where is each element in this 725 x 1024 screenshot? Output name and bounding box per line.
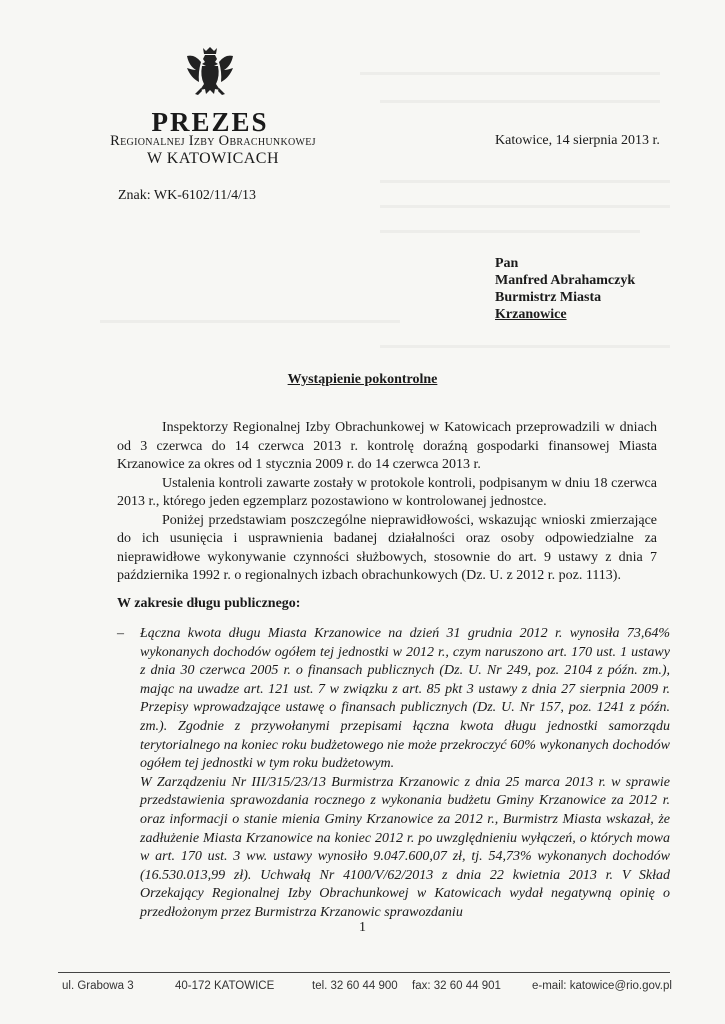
- body-paragraph-1: Inspektorzy Regionalnej Izby Obrachunkowej w Katowicach przeprowadzili w dniach od 3 czerwca do 14 czerwca 2013 r. kontrolę doraźną gospodarki finansowej Miasta Krzanowice za okres od 1 stycznia 2009 r. do 14 czerwca 2013 r.: [117, 420, 657, 472]
- finding-item: [117, 625, 670, 774]
- recipient-position: Burmistrz Miasta: [495, 290, 602, 305]
- letter-title: Wystąpienie pokontrolne: [287, 372, 438, 387]
- recipient-address: [495, 255, 635, 323]
- footer-postal: 40-172 KATOWICE: [175, 980, 275, 992]
- issuer-title: PREZES: [151, 107, 269, 137]
- letter-body: [117, 419, 657, 586]
- letter-date: Katowice, 14 sierpnia 2013 r.: [495, 133, 660, 148]
- findings-list: [117, 625, 670, 923]
- polish-eagle-emblem-icon: [185, 44, 235, 102]
- finding-text: Łączna kwota długu Miasta Krzanowice na dzień 31 grudnia 2012 r. wynosiła 73,64% wykonanych dochodów ogółem tej jednostki w 2012 r., czym naruszono art. 170 ust. 1 ustawy z dnia 30 czerwca 2005 r. o finansach publicznych (Dz. U. Nr 249, poz. 2104 z późn. zm.), mając na uwadze art. 121 ust. 7 w związku z art. 85 pkt 3 ustawy z dnia 27 sierpnia 2009 r. Przepisy wprowadzające ustawę o finansach publicznych (Dz. U. Nr 157, poz. 1241 z późn. zm.). Zgodnie z przywołanymi przepisami łączna kwota długu jednostki samorządu terytorialnego na koniec roku budżetowego nie może przekroczyć 60% wykonanych dochodów ogółem tej jednostki w tym roku budżetowym.: [140, 626, 670, 772]
- reference-number: Znak: WK-6102/11/4/13: [118, 188, 257, 203]
- body-paragraph-3: Poniżej przedstawiam poszczególne nieprawidłowości, wskazując wnioski zmierzające do ich usunięcia i usprawnienia badanej działalności oraz osoby odpowiedzialne za nieprawidłowe wykonywanie czynności służbowych, stosownie do art. 9 ustawy z dnia 7 października 1992 r. o regionalnych izbach obrachunkowych (Dz. U. z 2012 r. poz. 1113).: [117, 512, 657, 583]
- recipient-city: Krzanowice: [495, 307, 567, 322]
- list-bullet: –: [117, 626, 124, 641]
- body-paragraph-2: Ustalenia kontroli zawarte zostały w protokole kontroli, podpisanym w dniu 18 czerwca 2013 r., którego jeden egzemplarz pozostawiono w kontrolowanej jednostce.: [117, 475, 657, 509]
- recipient-name: Manfred Abrahamczyk: [495, 273, 636, 288]
- organization-city: W KATOWICACH: [146, 150, 280, 167]
- section-heading: W zakresie długu publicznego:: [117, 596, 301, 611]
- footer-fax: fax: 32 60 44 901: [412, 980, 501, 992]
- footer-email[interactable]: e-mail: katowice@rio.gov.pl: [532, 980, 672, 992]
- organization-name: Regionalnej Izby Obrachunkowej: [110, 133, 316, 149]
- page-number: 1: [359, 920, 366, 935]
- recipient-salutation: Pan: [495, 256, 519, 271]
- footer-street: ul. Grabowa 3: [62, 980, 134, 992]
- finding-continuation: W Zarządzeniu Nr III/315/23/13 Burmistrza Krzanowic z dnia 25 marca 2013 r. w sprawie przedstawienia sprawozdania rocznego z wykonania budżetu Gminy Krzanowice za 2012 r. oraz informacji o stanie mienia Gminy Krzanowice za 2012 r., Burmistrz Miasta wskazał, że zadłużenie Miasta Krzanowice na koniec 2012 r. po uwzględnieniu wyłączeń, o których mowa w art. 170 ust. 3 ww. ustawy wynosiło 9.047.600,07 zł, tj. 54,73% wykonanych dochodów (16.530.013,99 zł). Uchwałą Nr 4100/V/62/2013 z dnia 22 kwietnia 2013 r. V Skład Orzekający Regionalnej Izby Obrachunkowej w Katowicach wydał negatywną opinię o przedłożonym przez Burmistrza Krzanowic sprawozdaniu: [140, 774, 670, 920]
- footer-phone: tel. 32 60 44 900: [312, 980, 398, 992]
- footer-divider: [58, 972, 670, 973]
